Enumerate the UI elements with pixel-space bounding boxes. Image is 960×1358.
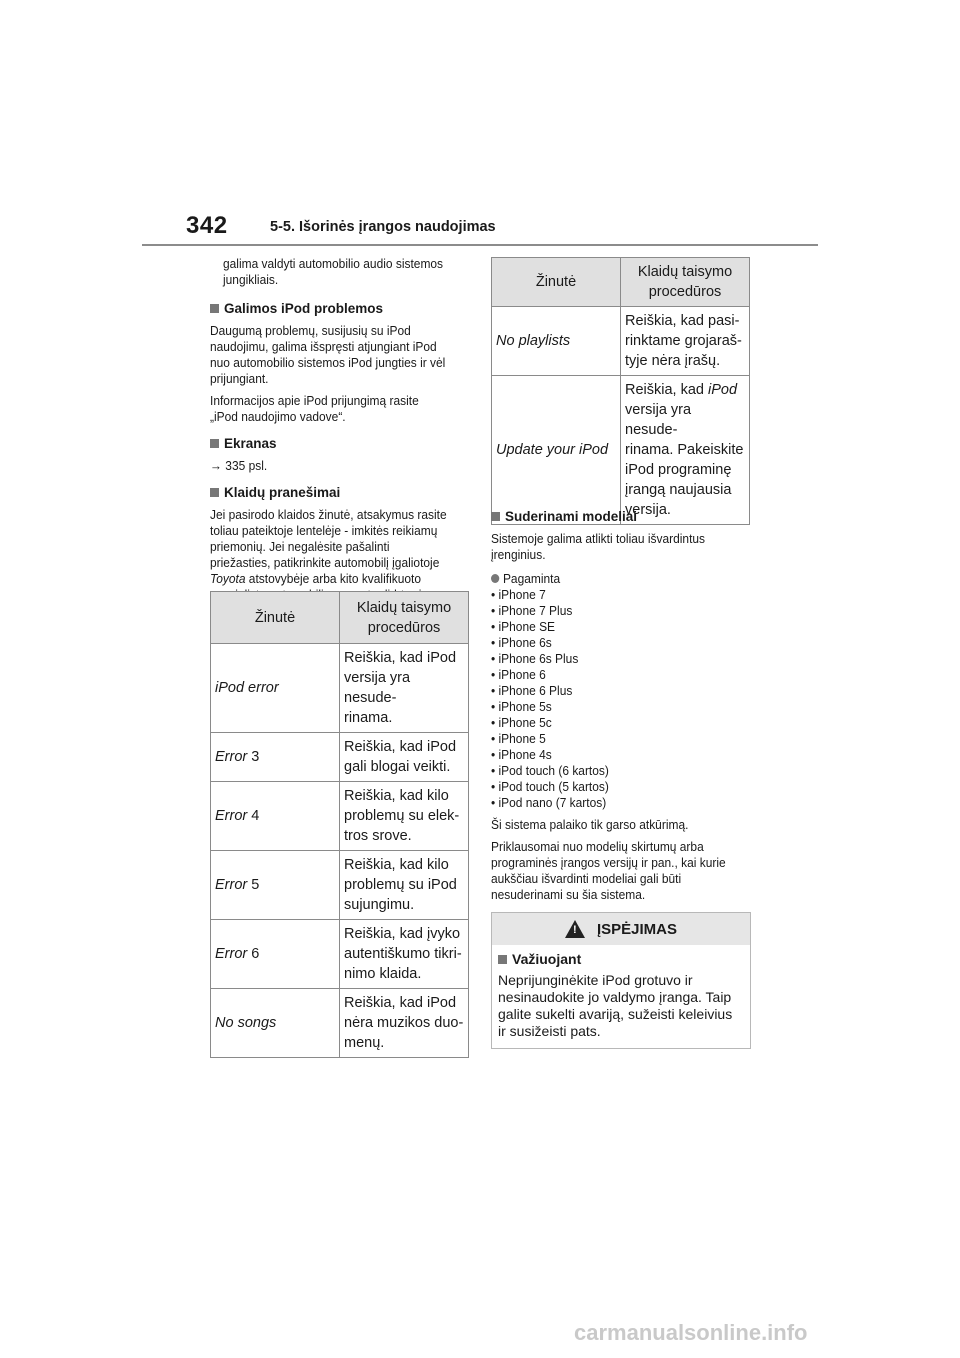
list-item: • iPhone 6 Plus (491, 683, 573, 698)
audio-only-note: Ši sistema palaiko tik garso atkūrimą. (491, 817, 689, 832)
column-header-message: Žinutė (211, 592, 340, 644)
warning-header: ! ĮSPĖJIMAS (492, 913, 750, 945)
page-number: 342 (186, 212, 228, 239)
column-header-procedure: Klaidų taisymo procedūros (621, 258, 750, 307)
list-item: • iPhone 5s (491, 699, 552, 714)
list-item: • iPhone 6 (491, 667, 546, 682)
table-row: Update your iPod Reiškia, kad iPod versija yra nesude- rinama. Pakeiskite iPod programinę įrangą naujausia versija. (492, 376, 750, 525)
warning-body: Važiuojant Neprijunginėkite iPod grotuvo ir nesinaudokite jo valdymo įranga. Taip galite sukelti avariją, sužeisti keleivius ir susižeisti pats. (492, 945, 750, 1048)
list-item: • iPod nano (7 kartos) (491, 795, 607, 810)
table-header-row (492, 258, 750, 307)
circle-bullet-icon (491, 574, 499, 583)
paragraph-guide: Informacijos apie iPod prijungimą rasite „iPod naudojimo vadove“. (210, 393, 419, 424)
error-table-right (491, 257, 750, 525)
list-item: • iPhone 7 Plus (491, 603, 573, 618)
right-column (491, 502, 753, 903)
square-bullet-icon (210, 488, 219, 497)
watermark: carmanualsonline.info (574, 1320, 808, 1345)
list-item: • iPod touch (6 kartos) (491, 763, 609, 778)
model-list (491, 587, 753, 811)
table-row: Error 4 Reiškia, kad kilo problemų su elek- tros srove. (211, 782, 469, 851)
page-reference: → 335 psl. (210, 458, 268, 473)
heading-ipod-problems: Galimos iPod problemos (210, 300, 472, 317)
paragraph-problems: Daugumą problemų, susijusių su iPod naudojimu, galima išspręsti atjungiant iPod nuo automobilio sistemos iPod jungties ir vėl prijungiant. (210, 323, 446, 386)
square-bullet-icon (210, 439, 219, 448)
list-item: • iPhone 6s (491, 635, 552, 650)
list-item: • iPhone 7 (491, 587, 546, 602)
arrow-icon: → (210, 458, 222, 473)
warning-subheading: Važiuojant (498, 951, 744, 968)
square-bullet-icon (210, 304, 219, 313)
table-row: Error 5 Reiškia, kad kilo problemų su iPod sujungimu. (211, 851, 469, 920)
table-row: Error 6 Reiškia, kad įvyko autentiškumo tikri- nimo klaida. (211, 920, 469, 989)
table-row: No songs Reiškia, kad iPod nėra muzikos duo- menų. (211, 989, 469, 1058)
table-header-row (211, 592, 469, 644)
warning-box (491, 912, 751, 1049)
heading-error-messages: Klaidų pranešimai (210, 484, 472, 501)
made-for-label: Pagaminta (491, 571, 732, 587)
list-item: • iPhone 6s Plus (491, 651, 579, 666)
intro-text: galima valdyti automobilio audio sistemos jungikliais. (223, 256, 444, 287)
list-item: • iPhone 5c (491, 715, 552, 730)
column-header-procedure: Klaidų taisymo procedūros (340, 592, 469, 644)
header-divider (142, 244, 818, 246)
list-item: • iPod touch (5 kartos) (491, 779, 609, 794)
heading-compatible-models: Suderinami modeliai (491, 508, 753, 525)
list-item: • iPhone SE (491, 619, 556, 634)
warning-icon: ! (565, 920, 585, 938)
paragraph-compatible: Sistemoje galima atlikti toliau išvardintus įrenginius. (491, 531, 706, 562)
error-table-left (210, 591, 469, 1058)
table-row: No playlists Reiškia, kad pasi- rinktame grojaraš- tyje nėra įrašų. (492, 307, 750, 376)
column-header-message: Žinutė (492, 258, 621, 307)
paragraph-errors: Jei pasirodo klaidos žinutė, atsakymus rasite toliau pateiktoje lentelėje - imkitės reikiamų priemonių. Jei negalėsite pašalinti priežasties, patikrinkite automobilį įgaliotoje Toyota atstovybėje arba kito kvalifikuoto (210, 507, 447, 586)
square-bullet-icon (491, 512, 500, 521)
square-bullet-icon (498, 955, 507, 964)
table-row: Error 3 Reiškia, kad iPod gali blogai veikti. (211, 733, 469, 782)
heading-display: Ekranas (210, 435, 472, 452)
left-column (210, 294, 472, 603)
list-item: • iPhone 5 (491, 731, 546, 746)
compatibility-note: Priklausomai nuo modelių skirtumų arba programinės įrangos versijų ir pan., kai kurie aukščiau išvardinti modeliai gali būti nesuderinami su šia sistema. (491, 839, 726, 902)
table-row: iPod error Reiškia, kad iPod versija yra nesude- rinama. (211, 644, 469, 733)
list-item: • iPhone 4s (491, 747, 552, 762)
section-title: 5-5. Išorinės įrangos naudojimas (270, 219, 496, 235)
